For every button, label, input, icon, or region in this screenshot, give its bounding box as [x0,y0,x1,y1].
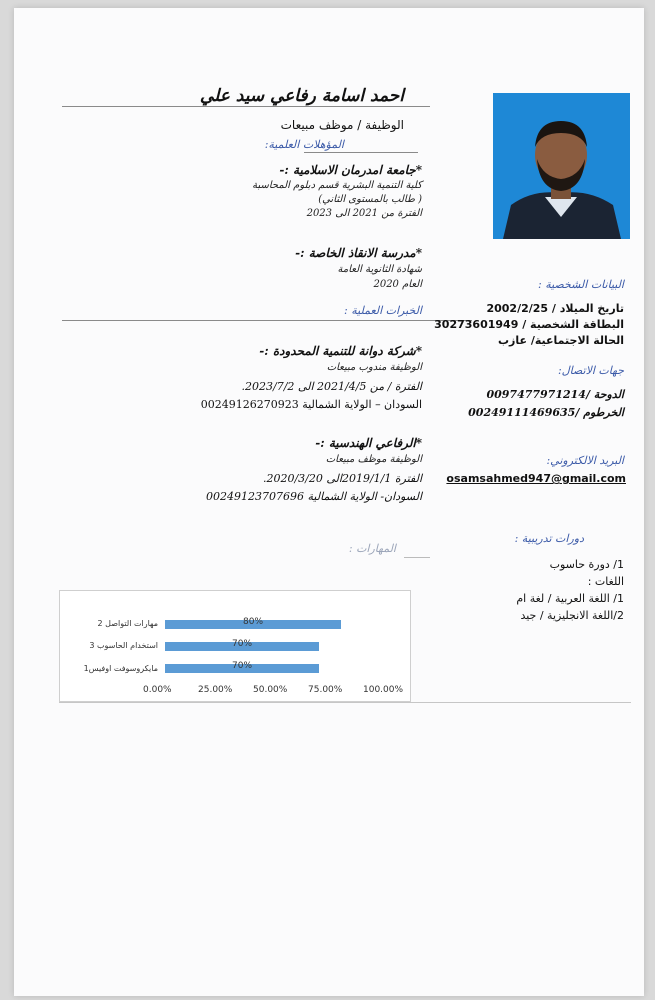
chart-tick-label: 0.00% [143,685,172,695]
divider-experience [62,320,472,321]
job1-line3: السودان – الولاية الشمالية 00249126270923 [200,398,422,411]
profile-photo [493,93,630,239]
divider-name [62,106,430,107]
person-name: احمد اسامة رفاعي سيد علي [199,86,404,106]
divider-education [304,152,418,153]
email-heading: البريد الالكتروني: [546,454,624,467]
job2-line2: الفترة 2019/1/1الى 2020/3/20. [262,472,422,485]
bottom-divider [59,702,631,703]
language-arabic: 1/ اللغة العربية / لغة ام [516,592,624,605]
school1-line2: ( طالب بالمستوى الثاني) [318,194,422,205]
job1-line2: الفترة / من 2021/4/5 الى 2023/7/2. [241,380,422,393]
school1-line1: كلية التنمية البشرية قسم دبلوم المحاسبة [252,180,422,191]
job1-line1: الوظيفة مندوب مبيعات [326,362,422,373]
experience-heading: الخبرات العملية : [344,304,422,317]
school1-title: *جامعة امدرمان الاسلامية :- [279,163,422,177]
language-english: 2/اللغة الانجليزية / جيد [520,609,624,622]
chart-tick-label: 75.00% [308,685,343,695]
divider-skills [404,557,430,558]
skills-chart [59,590,411,702]
school2-line1: شهادة الثانوية العامة [337,264,422,275]
chart-tick-label: 25.00% [198,685,233,695]
chart-category-label: استخدام الحاسوب 3 [89,641,158,650]
job2-line3: السودان- الولاية الشمالية 00249123707696 [206,490,422,503]
training-item1: 1/ دورة حاسوب [549,558,624,571]
school1-line3: الفترة من 2021 الى 2023 [306,208,422,219]
national-id: البطاقة الشخصية / 30273601949 [434,318,624,331]
email-link[interactable]: osamsahmed947@gmail.com [446,472,626,485]
job2-line1: الوظيفة موظف مبيعات [325,454,422,465]
school2-line2: العام 2020 [373,279,422,290]
phone-khartoum: الخرطوم /00249111469635 [468,406,624,419]
job-title: الوظيفة / موظف مبيعات [280,118,404,132]
marital-status: الحالة الاجتماعية/ عازب [497,334,624,347]
chart-data-label: 80% [243,617,264,627]
job2-title: *الرفاعي الهندسية :- [315,436,422,450]
contacts-heading: جهات الاتصال: [557,364,624,377]
training-heading: دورات تدريبية : [514,532,584,545]
phone-doha: الدوحة /0097477971214 [486,388,624,401]
chart-tick-label: 50.00% [253,685,288,695]
personal-heading: البيانات الشخصية : [538,278,624,291]
chart-data-label: 70% [232,639,253,649]
dob: تاريخ الميلاد / 2002/2/25 [486,302,624,315]
chart-tick-label: 100.00% [363,685,404,695]
cv-page [14,8,644,996]
job1-title: *شركة دوانة للتنمية المحدودة :- [259,344,422,358]
school2-title: *مدرسة الانقاذ الخاصة :- [295,246,422,260]
education-heading: المؤهلات العلمية: [264,138,344,151]
chart-category-label: مايكروسوفت اوفيس1 [83,664,158,673]
languages-label: اللغات : [587,575,624,588]
chart-data-label: 70% [232,661,253,671]
chart-category-label: مهارات التواصل 2 [97,619,158,628]
skills-heading: المهارات : [348,542,396,555]
